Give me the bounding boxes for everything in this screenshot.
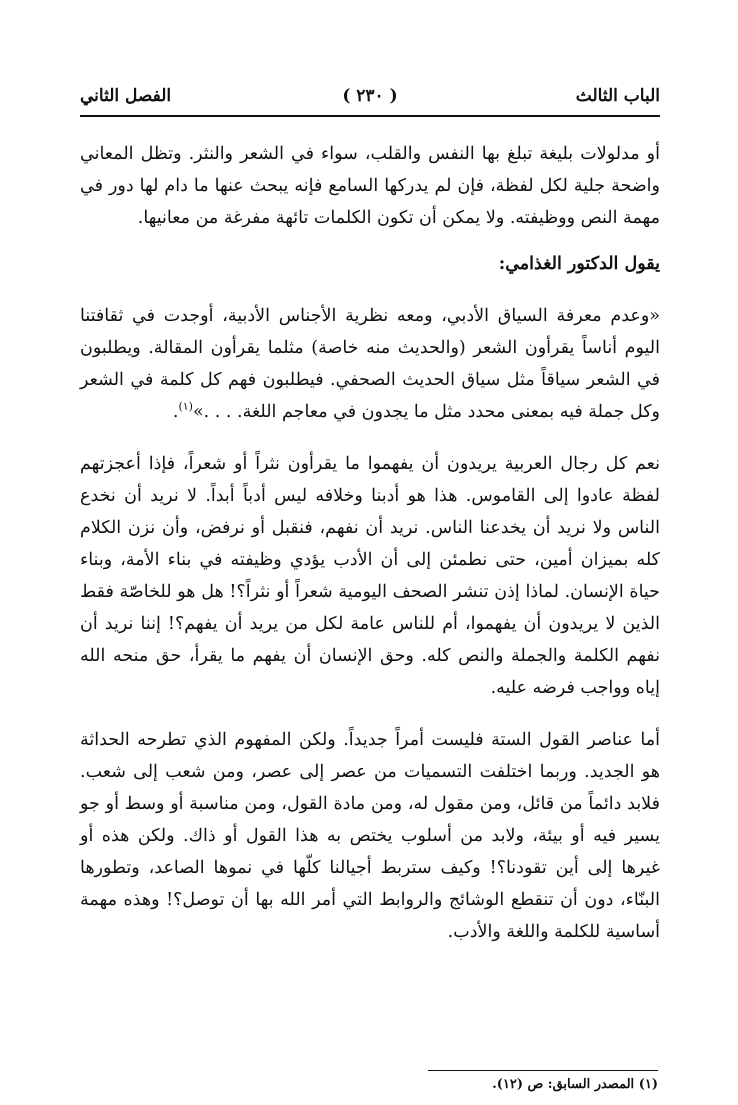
section-title: الفصل الثاني bbox=[80, 86, 172, 106]
chapter-title: الباب الثالث bbox=[575, 86, 660, 106]
header-divider bbox=[80, 115, 660, 117]
footnote: (١) المصدر السابق: ص (١٢). bbox=[492, 1077, 658, 1092]
footnote-reference: (١) bbox=[178, 400, 193, 414]
paragraph-response: نعم كل رجال العربية يريدون أن يفهموا ما يقرأون نثراً أو شعراً، فإذا أعجزتهم لفظة عادوا إلى القاموس. هذا هو أدبنا وخلافه ليس أدباً أبداً. لا نريد أن نخدع الناس ولا نريد أن يخدعنا الناس. نريد أن نفهم، فنقبل أو نرفض، وأن نزن الكلام كله بميزان أمين، حتى نطمئن إلى أن الأدب يؤدي وظيفته في بناء الأمة، وبناء حياة الإنسان. لماذا إذن تنشر الصحف اليومية شعراً أو نثراً؟! هل هو للخاصّة فقط الذين لا يريدون أن يفهموا، أم للناس عامة لكل من يريد أن يفهم؟! إننا نريد أن نفهم الكلمة والجملة والنص كله. وحق الإنسان أن يفهم ما يقرأ، حق منحه الله إياه وواجب فرضه عليه. bbox=[80, 454, 660, 698]
block-quote: «وعدم معرفة السياق الأدبي، ومعه نظرية الأجناس الأدبية، أوجدت في ثقافتنا اليوم أناساً يقرأون الشعر (والحديث منه خاصة) مثلما يقرأون المقالة. ويطلبون في الشعر سياقاً مثل سياق الحديث الصحفي. فيطلبون فهم كل كلمة في الشعر وكل جملة فيه بمعنى محدد مثل ما يجدون في معاجم اللغة. . . .»$^{(١)}$. bbox=[80, 306, 660, 422]
page-header bbox=[80, 86, 660, 116]
paragraph-intro: أو مدلولات بليغة تبلغ بها النفس والقلب، سواء في الشعر والنثر. وتظل المعاني واضحة جلية لكل لفظة، فإن لم يدركها السامع فإنه يبحث عنها ما دام لها دور في مهمة النص ووظيفته. ولا يمكن أن تكون الكلمات تائهة مفرغة من معانيها. bbox=[80, 144, 660, 228]
page-number: ( ٢٣٠ ) bbox=[342, 86, 398, 106]
body-text bbox=[80, 138, 660, 948]
quote-text: «وعدم معرفة السياق الأدبي، ومعه نظرية الأجناس الأدبية، أوجدت في ثقافتنا اليوم أناساً يقرأون الشعر (والحديث منه خاصة) مثلما يقرأون المقالة. ويطلبون في الشعر سياقاً مثل سياق الحديث الصحفي. فيطلبون فهم كل كلمة في الشعر وكل جملة فيه بمعنى محدد مثل ما يجدون في معاجم اللغة. . . .» bbox=[80, 306, 660, 422]
footnote-divider bbox=[428, 1070, 658, 1071]
paragraph-elements: أما عناصر القول الستة فليست أمراً جديداً. ولكن المفهوم الذي تطرحه الحداثة هو الجديد. وربما اختلفت التسميات من عصر إلى عصر، ومن شعب إلى شعب. فلابد دائماً من قائل، ومن مقول له، ومن مادة القول، ومن مناسبة أو وسط أو جو يسير فيه أو بيئة، ولابد من أسلوب يختص به هذا القول أو ذاك. ولكن هذه أو غيرها إلى أين تقودنا؟! وكيف ستربط أجيالنا كلّها في نموها الصاعد، وتطورها البنّاء، دون أن تنقطع الوشائج والروابط التي أمر الله بها أن توصل؟! وهذه مهمة أساسية للكلمة واللغة والأدب. bbox=[80, 730, 660, 942]
quote-attribution-heading: يقول الدكتور الغذامي: bbox=[498, 254, 660, 274]
